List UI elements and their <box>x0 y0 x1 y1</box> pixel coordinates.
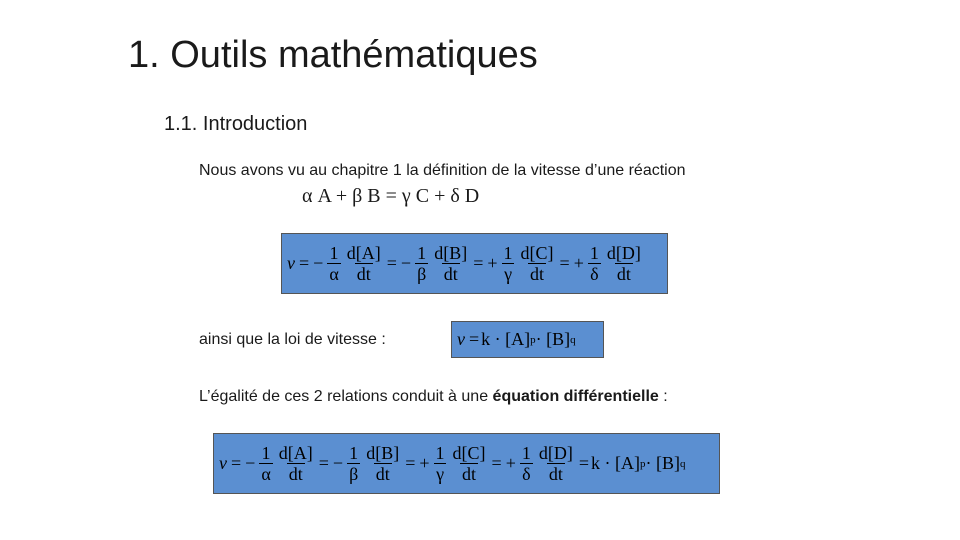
fraction-dA: $\frac{d[A]}{dt}$ <box>346 242 381 284</box>
fraction-dB: $\frac{d[B]}{dt}$ <box>366 442 400 484</box>
fraction-dC: $\frac{d[C]}{dt}$ <box>452 442 486 484</box>
fraction-coef-d: $\frac{1}{\delta}$ <box>521 442 531 484</box>
rate-symbol: v <box>287 253 295 273</box>
fraction-dA: $\frac{d[A]}{dt}$ <box>278 442 313 484</box>
intro-paragraph: Nous avons vu au chapitre 1 la définition de la vitesse d’une réaction <box>199 162 686 179</box>
slide-title: 1. Outils mathématiques <box>128 34 538 76</box>
reaction-equation: α A + β B = γ C + δ D <box>302 185 480 207</box>
fraction-dD: $\frac{d[D]}{dt}$ <box>538 442 573 484</box>
rate-law-equation: v = k · [A] p · [B] q <box>451 321 604 358</box>
fraction-dC: $\frac{d[C]}{dt}$ <box>520 242 554 284</box>
fraction-dD: $\frac{d[D]}{dt}$ <box>606 242 641 284</box>
fraction-coef-b: $\frac{1}{\beta}$ <box>417 242 427 284</box>
fraction-coef-b: $\frac{1}{\beta}$ <box>349 442 359 484</box>
fraction-coef-a: $\frac{1}{\alpha}$ <box>329 242 339 284</box>
conclusion-paragraph: L’égalité de ces 2 relations conduit à une équation différentielle : <box>199 388 668 405</box>
emphasis-differential-equation: équation différentielle <box>492 388 659 405</box>
rate-law-label: ainsi que la loi de vitesse : <box>199 331 386 348</box>
fraction-coef-c: $\frac{1}{\gamma}$ <box>503 242 513 284</box>
differential-equation: v = − $\frac{1}{\alpha}$ $\frac{d[A]}{dt}$ = − $\frac{1}{\beta}$ $\frac{d[B]}{dt}$ = + $\frac{1}{\gamma}$ $\frac{d[C]}{dt}$ = + $\frac{1}{\delta}$ $\frac{d[D]}{dt}$ = k · [A] p · [B] q <box>213 433 720 494</box>
fraction-dB: $\frac{d[B]}{dt}$ <box>434 242 468 284</box>
section-subtitle: 1.1. Introduction <box>164 113 308 135</box>
rate-definition-equation: v = − $\frac{1}{\alpha}$ $\frac{d[A]}{dt}$ = − $\frac{1}{\beta}$ $\frac{d[B]}{dt}$ = + $\frac{1}{\gamma}$ $\frac{d[C]}{dt}$ = + $\frac{1}{\delta}$ $\frac{d[D]}{dt}$ <box>281 233 668 294</box>
fraction-coef-d: $\frac{1}{\delta}$ <box>589 242 599 284</box>
fraction-coef-a: $\frac{1}{\alpha}$ <box>261 442 271 484</box>
fraction-coef-c: $\frac{1}{\gamma}$ <box>435 442 445 484</box>
